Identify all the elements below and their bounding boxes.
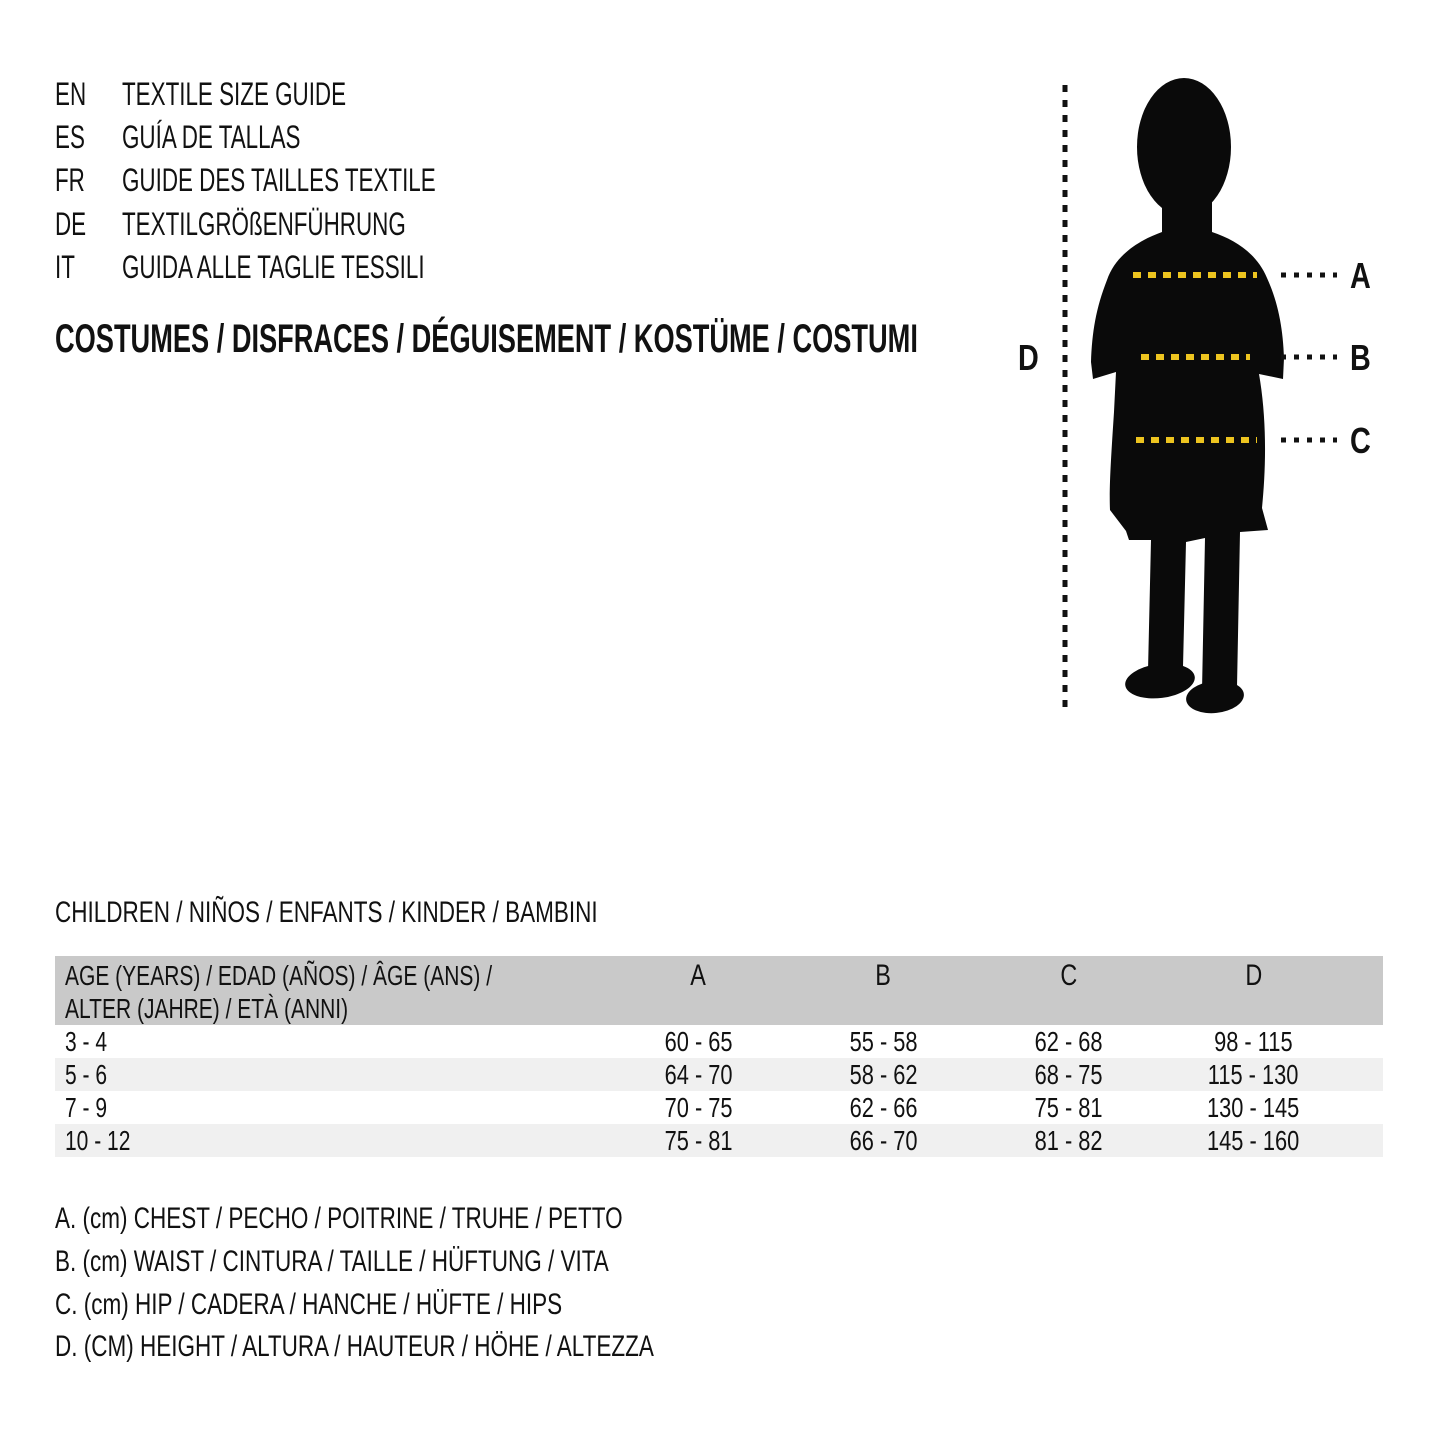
measure-label-d: D	[1018, 337, 1039, 378]
row3-a-cell	[606, 1092, 791, 1124]
row1-d: 98 - 115	[1214, 1025, 1293, 1057]
row4-d: 145 - 160	[1207, 1124, 1300, 1156]
row2-d-cell	[1161, 1059, 1346, 1091]
row4-c-cell	[976, 1125, 1161, 1157]
measure-label-c: C	[1350, 420, 1371, 461]
legend-item-chest-text: A. (cm) CHEST / PECHO / POITRINE / TRUHE / PETTO	[55, 1202, 623, 1235]
measure-label-a: A	[1350, 255, 1371, 296]
row2-c-cell	[976, 1059, 1161, 1091]
row2-age: 5 - 6	[65, 1058, 108, 1090]
row1-b-cell	[791, 1026, 976, 1058]
lang-code-en: EN	[55, 76, 87, 112]
lang-code-es: ES	[55, 119, 85, 155]
lang-title-es: GUÍA DE TALLAS	[122, 119, 301, 155]
table-row	[55, 1025, 1383, 1058]
legend-item-waist-text: B. (cm) WAIST / CINTURA / TAILLE / HÜFTUNG / VITA	[55, 1245, 609, 1278]
measurement-figure	[1000, 60, 1445, 740]
row4-age: 10 - 12	[65, 1124, 131, 1156]
header-col-a-text: A	[690, 959, 707, 992]
lang-title-en: TEXTILE SIZE GUIDE	[122, 76, 347, 112]
legend-item-chest	[55, 1198, 812, 1240]
header-col-b	[791, 956, 976, 992]
header-col-b-text: B	[875, 959, 892, 992]
row1-c: 62 - 68	[1034, 1025, 1103, 1057]
row2-d: 115 - 130	[1208, 1058, 1299, 1090]
header-col-a	[606, 956, 791, 992]
legend-item-height-text: D. (CM) HEIGHT / ALTURA / HAUTEUR / HÖHE / ALTEZZA	[55, 1330, 654, 1363]
row1-d-cell	[1161, 1026, 1346, 1058]
row3-c: 75 - 81	[1034, 1091, 1103, 1123]
size-table	[55, 956, 1383, 1157]
row2-a: 64 - 70	[664, 1058, 733, 1090]
header-age-line1: AGE (YEARS) / EDAD (AÑOS) / ÂGE (ANS) /	[65, 960, 493, 991]
row1-age-cell	[55, 1026, 606, 1058]
row1-b: 55 - 58	[849, 1025, 918, 1057]
row4-a: 75 - 81	[664, 1124, 733, 1156]
row4-age-cell	[55, 1125, 606, 1157]
row3-b-cell	[791, 1092, 976, 1124]
row4-a-cell	[606, 1125, 791, 1157]
header-col-d	[1161, 956, 1346, 992]
row1-c-cell	[976, 1026, 1161, 1058]
row3-d-cell	[1161, 1092, 1346, 1124]
header-age-line2: ALTER (JAHRE) / ETÀ (ANNI)	[65, 993, 349, 1024]
header-age-cell	[55, 956, 606, 1025]
table-row	[55, 1058, 1383, 1091]
legend-item-height	[55, 1326, 853, 1368]
lang-title-fr: GUIDE DES TAILLES TEXTILE	[122, 162, 436, 198]
page-title-text: COSTUMES / DISFRACES / DÉGUISEMENT / KOSTÜME / COSTUMI	[55, 317, 918, 361]
row4-b-cell	[791, 1125, 976, 1157]
row2-c: 68 - 75	[1034, 1058, 1103, 1090]
table-row	[55, 1091, 1383, 1124]
child-silhouette	[1091, 78, 1284, 716]
row3-d: 130 - 145	[1207, 1091, 1300, 1123]
row1-a: 60 - 65	[664, 1025, 733, 1057]
silhouette-head	[1137, 78, 1231, 216]
row4-c: 81 - 82	[1034, 1124, 1103, 1156]
header-col-c	[976, 956, 1161, 992]
legend-item-hip	[55, 1284, 731, 1326]
measure-label-b: B	[1350, 337, 1371, 378]
row2-age-cell	[55, 1059, 606, 1091]
table-section-title-text: CHILDREN / NIÑOS / ENFANTS / KINDER / BAMBINI	[55, 896, 598, 929]
header-col-c-text: C	[1060, 959, 1077, 992]
table-row	[55, 1124, 1383, 1157]
legend-item-waist	[55, 1241, 793, 1283]
size-table-header	[55, 956, 1383, 1025]
row1-a-cell	[606, 1026, 791, 1058]
lang-code-it: IT	[55, 249, 75, 285]
lang-code-de: DE	[55, 206, 87, 242]
child-silhouette-graphic	[1000, 60, 1445, 740]
row4-b: 66 - 70	[849, 1124, 918, 1156]
table-section-title	[55, 895, 778, 931]
row2-a-cell	[606, 1059, 791, 1091]
row3-age-cell	[55, 1092, 606, 1124]
legend-item-hip-text: C. (cm) HIP / CADERA / HANCHE / HÜFTE / HIPS	[55, 1288, 563, 1321]
row3-age: 7 - 9	[65, 1091, 108, 1123]
lang-title-de: TEXTILGRÖßENFÜHRUNG	[122, 206, 406, 242]
row2-b-cell	[791, 1059, 976, 1091]
row2-b: 58 - 62	[849, 1058, 918, 1090]
row4-d-cell	[1161, 1125, 1346, 1157]
lang-code-fr: FR	[55, 162, 85, 198]
silhouette-left-shoe	[1123, 660, 1197, 702]
header-col-d-text: D	[1245, 959, 1262, 992]
row1-age: 3 - 4	[65, 1025, 108, 1057]
row3-b: 62 - 66	[849, 1091, 918, 1123]
row3-c-cell	[976, 1092, 1161, 1124]
lang-title-it: GUIDA ALLE TAGLIE TESSILI	[122, 249, 425, 285]
row3-a: 70 - 75	[664, 1091, 733, 1123]
